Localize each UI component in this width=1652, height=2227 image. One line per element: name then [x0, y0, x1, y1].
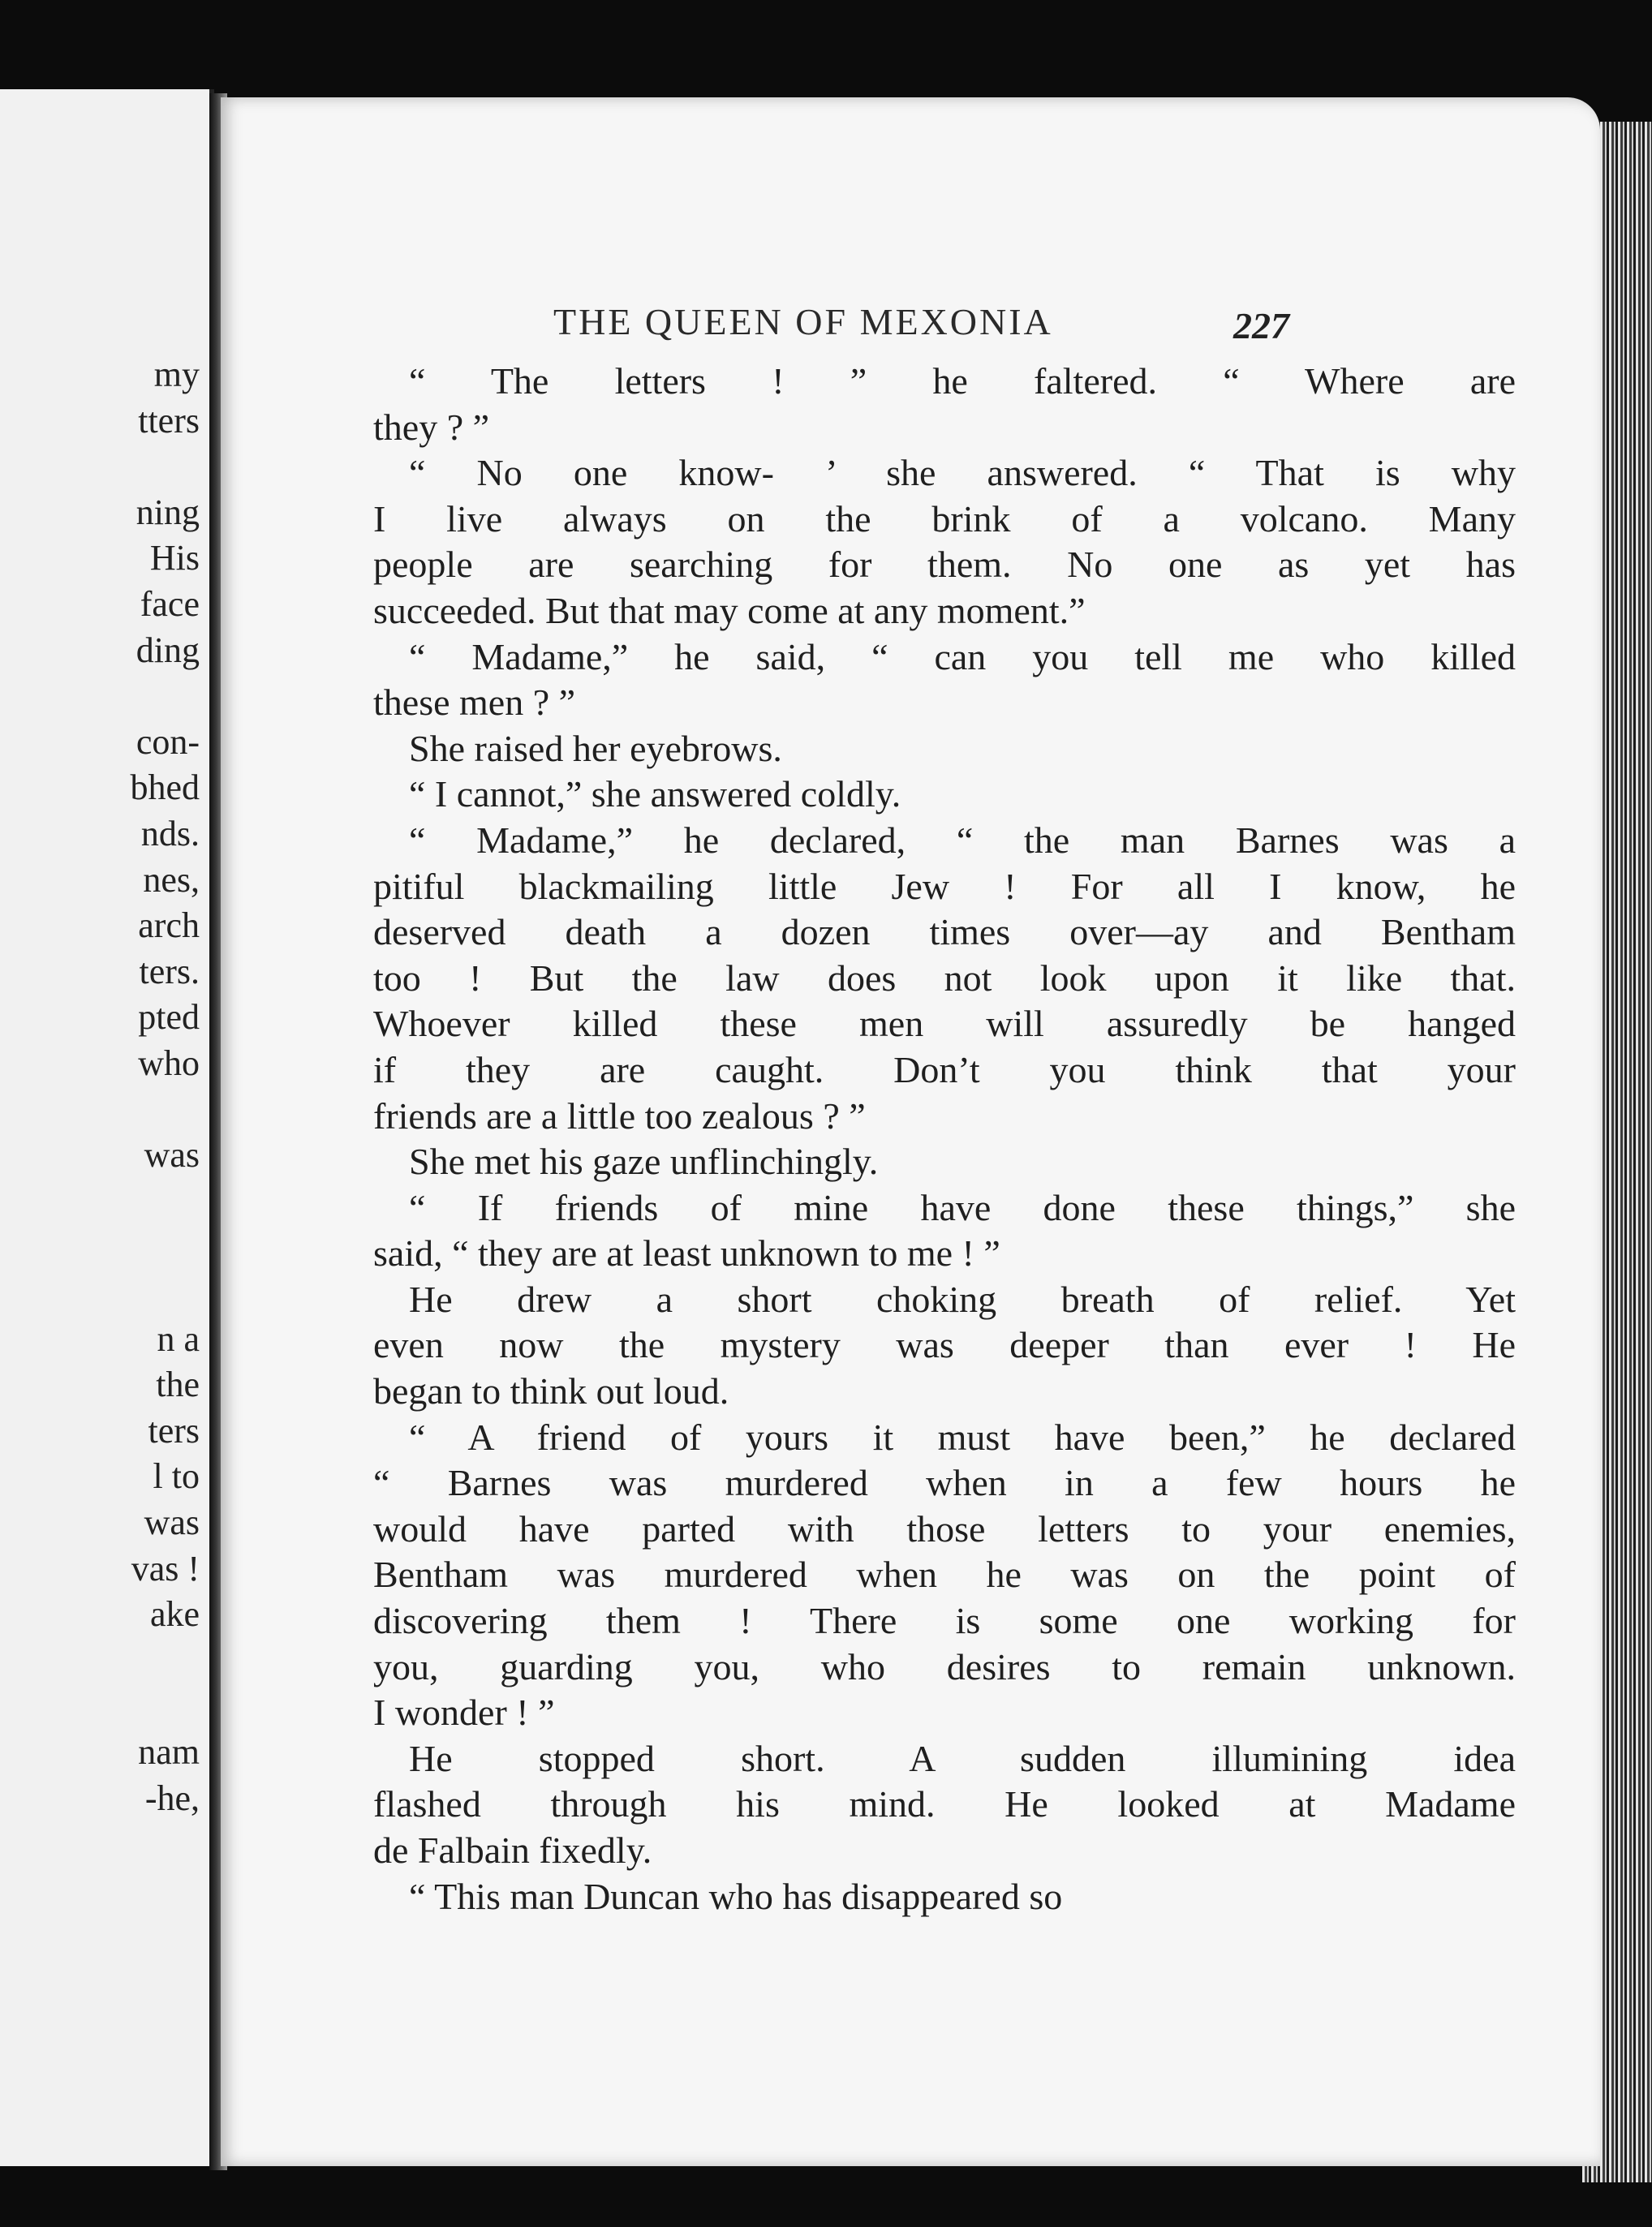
left-page-fragment: who [138, 1043, 200, 1083]
text-line: pitiful blackmailing little Jew ! For all I know, he [373, 865, 1516, 907]
text-line: Bentham was murdered when he was on the point of [373, 1554, 1516, 1596]
text-line: flashed through his mind. He looked at Madame [373, 1783, 1516, 1825]
text-line: deserved death a dozen times over—ay and Bentham [373, 911, 1516, 953]
left-page-fragment: bhed [130, 767, 200, 808]
left-page-fragment: His [149, 538, 200, 578]
left-page-fragment: ning [136, 492, 200, 532]
text-line: “ Madame,” he said, “ can you tell me who killed [409, 635, 1516, 677]
left-page-fragment: con- [136, 721, 200, 762]
left-page-fragment: the [156, 1365, 200, 1405]
left-page-fragment: vas ! [131, 1548, 200, 1589]
left-page-fragment: -he, [144, 1778, 200, 1818]
text-line: if they are caught. Don’t you think that your [373, 1048, 1516, 1090]
text-line: friends are a little too zealous ? ” [373, 1094, 866, 1137]
text-line: “ The letters ! ” he faltered. “ Where are [409, 360, 1516, 402]
text-line: “ A friend of yours it must have been,” he declared [409, 1416, 1516, 1458]
text-line: said, “ they are at least unknown to me ! ” [373, 1232, 1000, 1275]
text-line: “ No one know- ’ she answered. “ That is why [409, 452, 1516, 494]
left-page-fragment: ters [148, 1410, 200, 1451]
text-line: “ Madame,” he declared, “ the man Barnes was a [409, 819, 1516, 861]
right-page [221, 97, 1600, 2166]
text-line: Whoever killed these men will assuredly be hanged [373, 1003, 1516, 1045]
left-page-fragment: my [153, 355, 200, 394]
running-head: THE QUEEN OF MEXONIA [553, 301, 1053, 342]
text-line: “ This man Duncan who has disappeared so [409, 1875, 1063, 1917]
text-line: would have parted with those letters to your enemies, [373, 1507, 1516, 1550]
left-page-fragment: ters. [139, 951, 200, 991]
page-number: 227 [1233, 305, 1289, 346]
text-line: succeeded. But that may come at any moment.” [373, 589, 1086, 631]
text-line: “ I cannot,” she answered coldly. [409, 773, 901, 815]
left-page-fragment: was [144, 1503, 200, 1542]
text-line: She raised her eyebrows. [409, 727, 782, 769]
text-line: discovering them ! There is some one working for [373, 1600, 1516, 1642]
text-line: I live always on the brink of a volcano. Many [373, 497, 1516, 540]
body-text [373, 359, 1516, 1920]
text-line: you, guarding you, who desires to remain unknown. [373, 1645, 1516, 1687]
left-page-fragment: was [144, 1135, 200, 1176]
text-line: He drew a short choking breath of relief. Yet [409, 1278, 1516, 1320]
left-page-fragment: l to [153, 1456, 200, 1497]
text-line: too ! But the law does not look upon it like that. [373, 957, 1516, 999]
left-page-fragment: nam [138, 1732, 200, 1772]
text-line: de Falbain fixedly. [373, 1829, 652, 1871]
text-line: these men ? ” [373, 681, 576, 724]
text-line: “ Barnes was murdered when in a few hours he [373, 1462, 1516, 1504]
left-page-fragment: pted [138, 997, 200, 1038]
text-line: I wonder ! ” [373, 1692, 555, 1734]
left-page-fragment: nds. [140, 814, 200, 853]
text-line: She met his gaze unflinchingly. [409, 1141, 879, 1183]
left-page-fragment: ake [149, 1594, 200, 1635]
text-line: began to think out loud. [373, 1370, 729, 1412]
left-facing-page [0, 89, 214, 2166]
left-page-fragment: nes, [143, 859, 200, 900]
left-page-fragment: arch [138, 905, 200, 946]
left-page-fragment: face [140, 584, 200, 624]
text-line: He stopped short. A sudden illumining idea [409, 1737, 1516, 1779]
left-page-fragment: n a [157, 1318, 200, 1359]
text-line: they ? ” [373, 406, 490, 448]
left-page-fragment: tters [138, 400, 200, 441]
left-page-fragment: ding [136, 630, 200, 670]
text-line: “ If friends of mine have done these things,” she [409, 1186, 1516, 1228]
text-line: people are searching for them. No one as yet has [373, 544, 1516, 586]
text-line: even now the mystery was deeper than ever ! He [373, 1324, 1516, 1366]
